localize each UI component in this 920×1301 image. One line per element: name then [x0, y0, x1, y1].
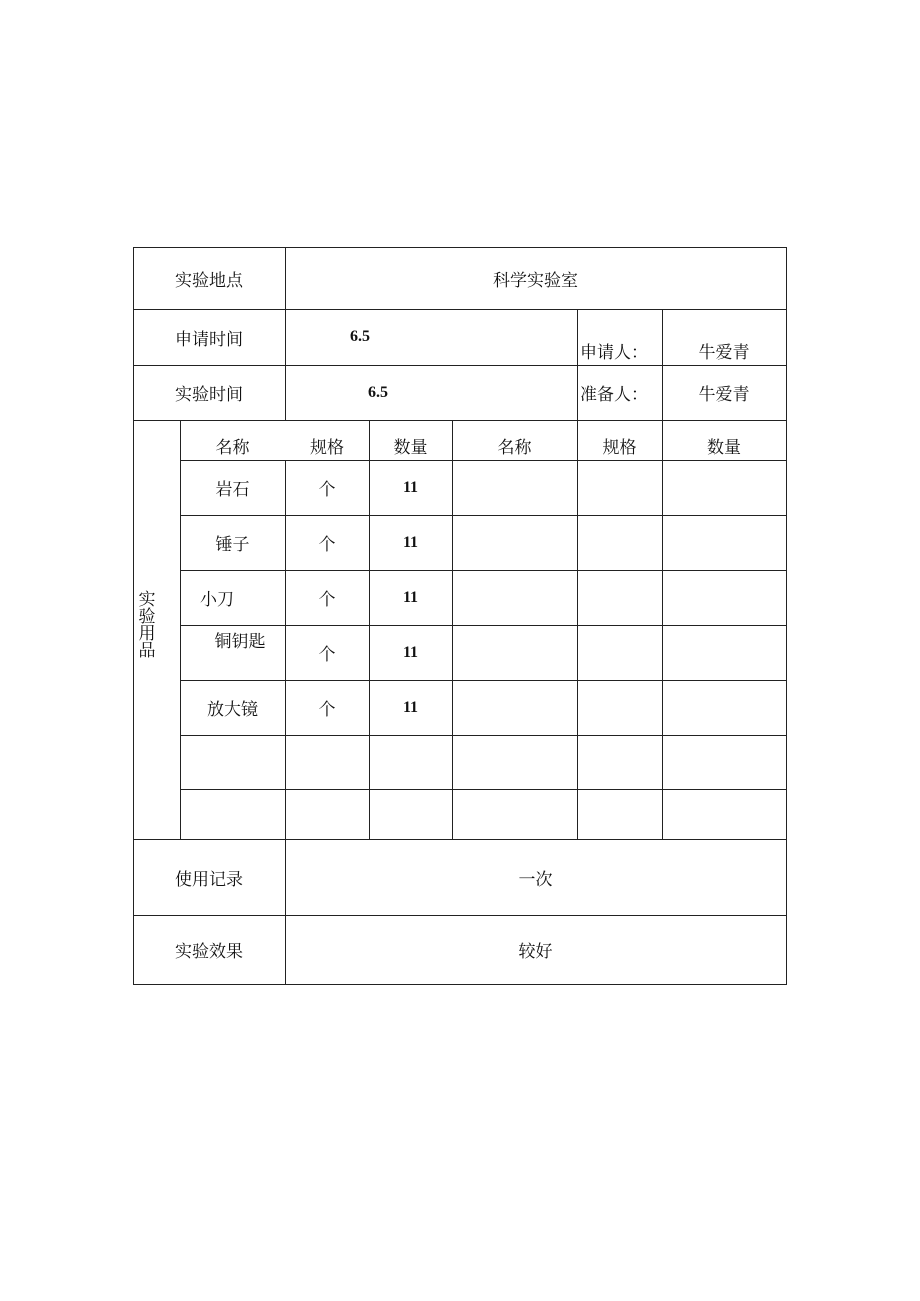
preparer-name: 牛爱青	[698, 385, 750, 405]
applicant-label: 申请人：	[580, 342, 648, 363]
item-spec: 个	[318, 535, 336, 555]
item-qty: 11	[402, 478, 419, 496]
item-spec: 个	[318, 645, 336, 665]
header-name: 名称	[215, 437, 250, 458]
header-spec: 规格	[310, 437, 344, 458]
grid-line	[133, 420, 787, 421]
grid-line	[133, 984, 787, 985]
header-qty: 数量	[393, 437, 428, 458]
apply-time-value: 6.5	[350, 328, 370, 345]
effect-value: 较好	[518, 942, 553, 962]
item-name: 岩石	[215, 480, 250, 500]
item-name: 放大镜	[207, 700, 258, 720]
location-value: 科学实验室	[493, 270, 578, 291]
experiment-time-label: 实验时间	[175, 385, 243, 405]
grid-line	[786, 247, 787, 984]
supplies-label-char: 验	[138, 607, 156, 627]
item-name: 锤子	[215, 535, 250, 555]
grid-line	[180, 735, 787, 736]
header-qty: 数量	[707, 437, 741, 458]
header-name: 名称	[497, 437, 532, 458]
grid-line	[452, 420, 453, 839]
item-name: 铜钥匙	[214, 631, 266, 652]
item-spec: 个	[318, 590, 336, 610]
apply-time-label: 申请时间	[175, 329, 243, 350]
item-name: 小刀	[200, 590, 234, 610]
experiment-time-value: 6.5	[368, 383, 388, 401]
item-qty: 11	[402, 588, 419, 606]
supplies-label-char: 品	[138, 641, 156, 661]
location-label: 实验地点	[175, 270, 243, 291]
supplies-label-char: 实	[138, 590, 156, 610]
header-spec: 规格	[602, 437, 637, 458]
supplies-section-label	[133, 592, 161, 660]
item-spec: 个	[318, 480, 336, 500]
grid-line	[180, 570, 787, 571]
item-qty: 11	[402, 533, 419, 551]
item-qty: 11	[402, 698, 419, 716]
supplies-label-char: 用	[138, 624, 156, 644]
effect-label: 实验效果	[175, 942, 243, 962]
preparer-label: 准备人：	[580, 385, 648, 405]
item-spec: 个	[318, 700, 336, 720]
usage-label: 使用记录	[175, 869, 243, 890]
item-qty: 11	[402, 643, 419, 661]
grid-line	[180, 789, 787, 790]
usage-value: 一次	[518, 869, 553, 890]
applicant-name: 牛爱青	[698, 342, 750, 363]
